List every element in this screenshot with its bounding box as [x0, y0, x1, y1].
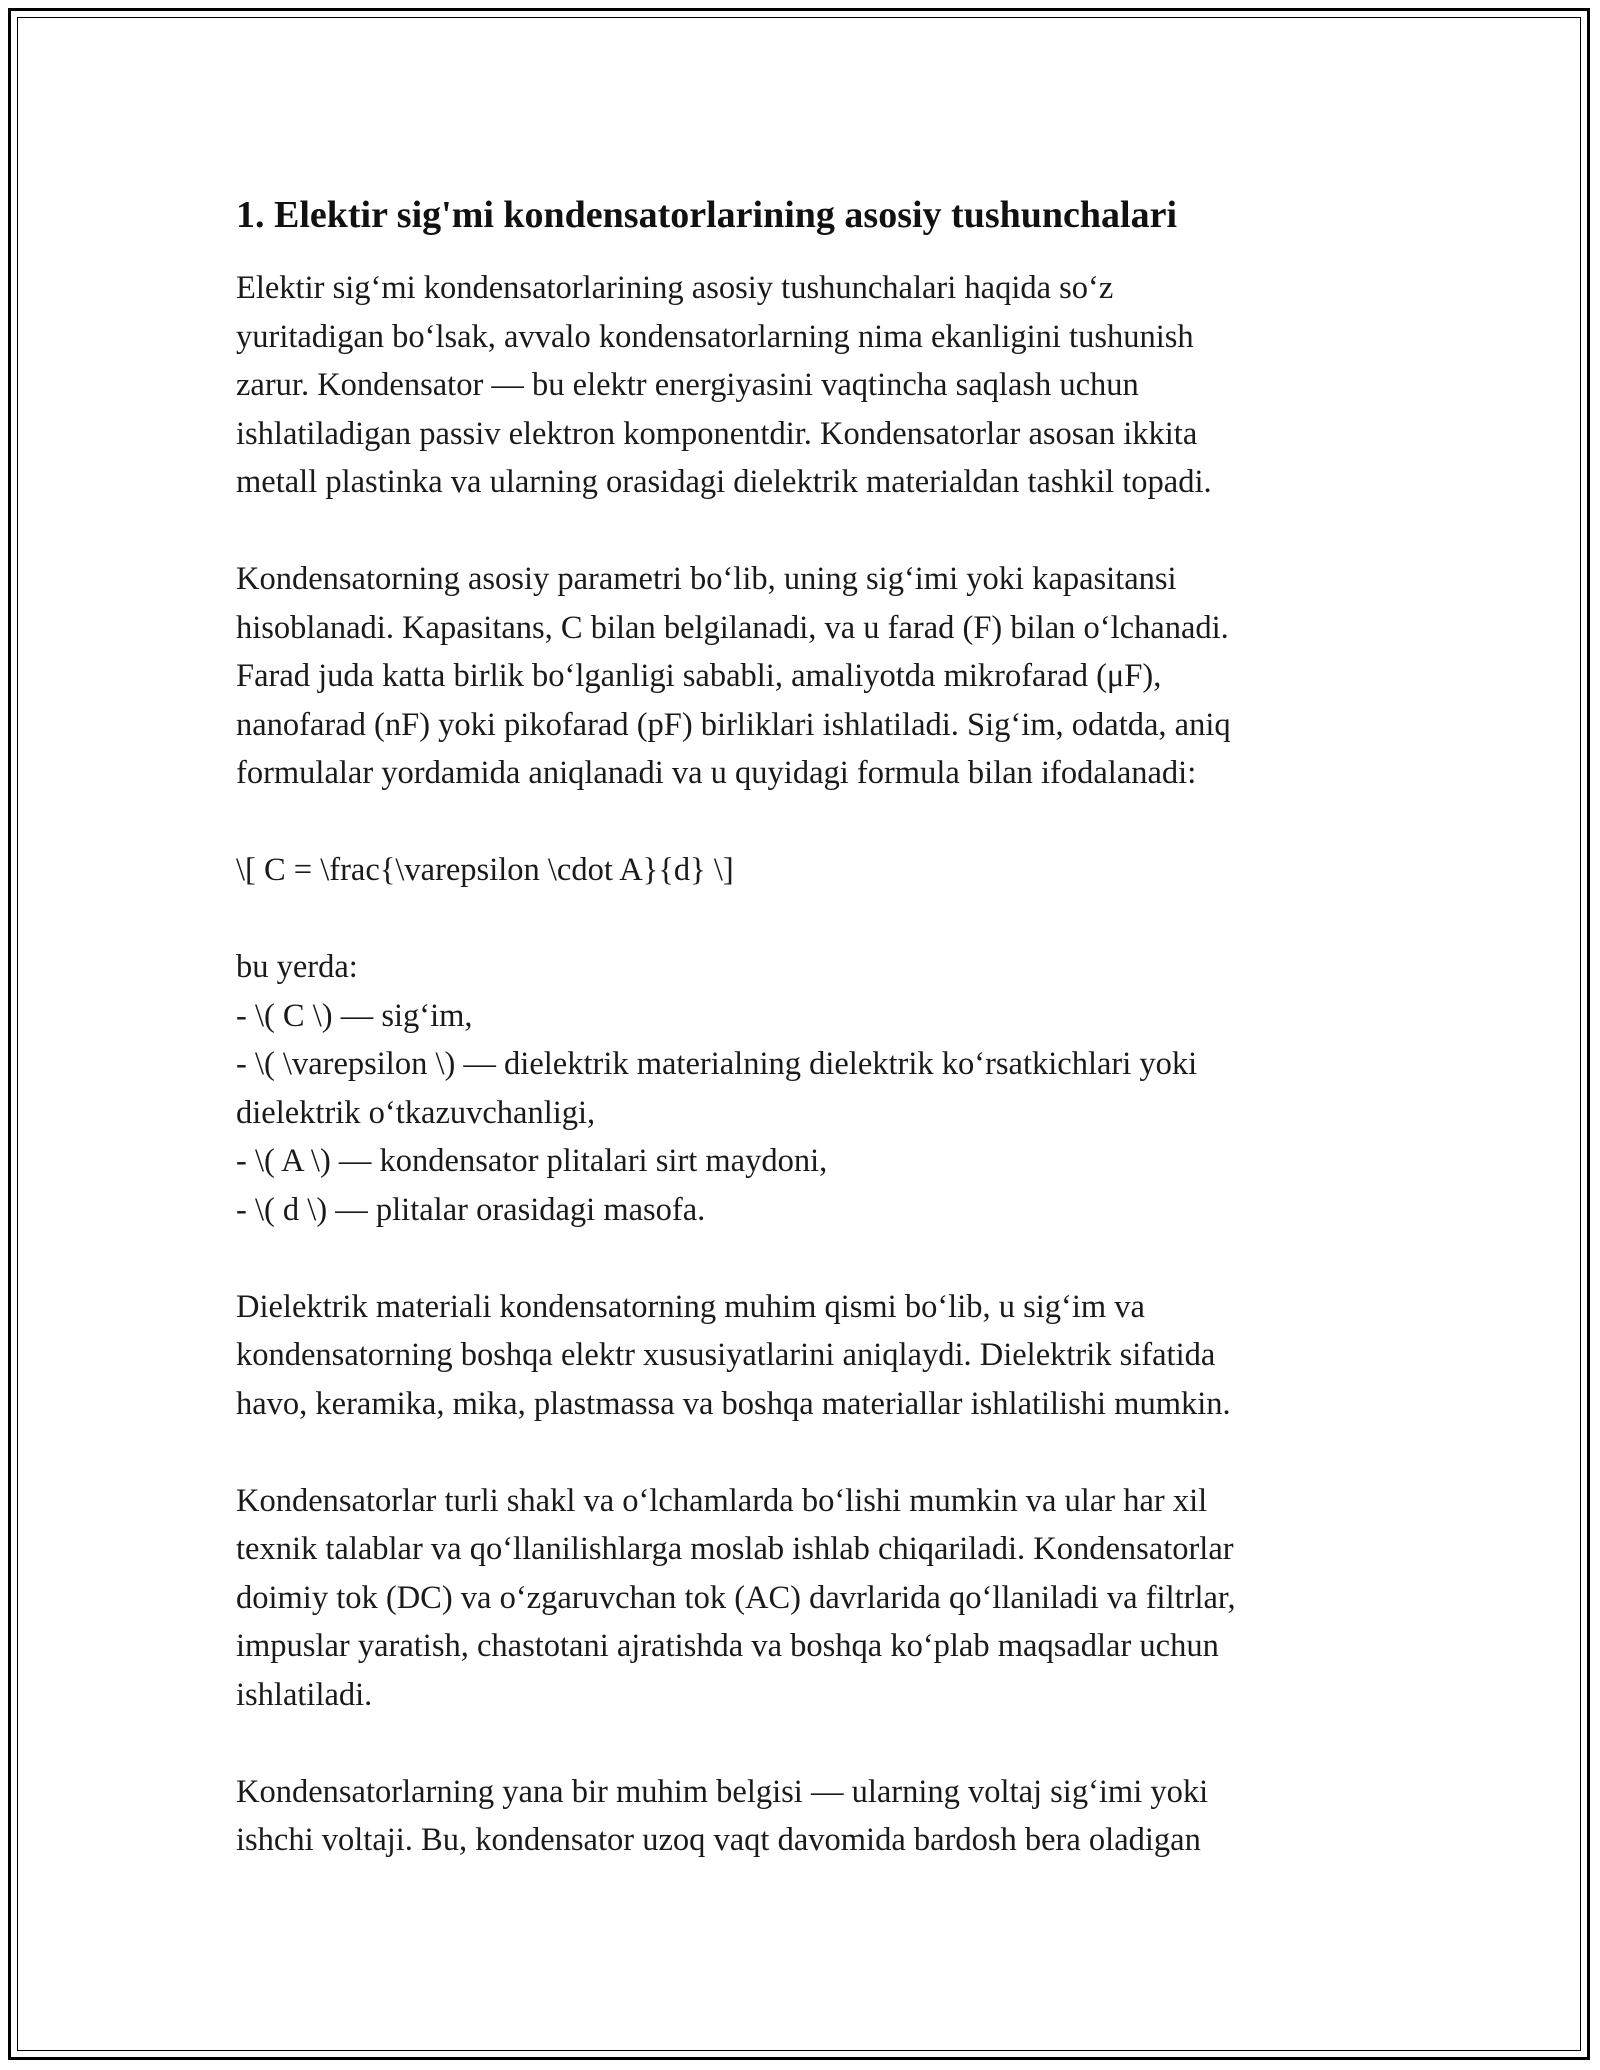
definitions-list — [236, 943, 1376, 1234]
document-content — [236, 188, 1376, 1913]
formula-text: \[ C = \frac{\varepsilon \cdot A}{d} \] — [236, 852, 734, 888]
paragraph-dielectric — [236, 1283, 1376, 1429]
text-line: nanofarad (nF) yoki pikofarad (pF) birliklari ishlatiladi. Sig‘im, odatda, aniq — [236, 706, 1231, 743]
text-line: yuritadigan bo‘lsak, avvalo kondensatorlarning nima ekanligini tushunish — [236, 318, 1194, 355]
section-heading: 1. Elektir sig'mi kondensatorlarining asosiy tushunchalari — [236, 194, 1178, 236]
text-line: Dielektrik materiali kondensatorning muhim qismi bo‘lib, u sig‘im va — [236, 1288, 1145, 1325]
text-line: Kondensatorlar turli shakl va o‘lchamlarda bo‘lishi mumkin va ular har xil — [236, 1482, 1208, 1519]
definition-line: bu yerda: — [236, 949, 358, 985]
definition-line: - \( A \) — kondensator plitalari sirt maydoni, — [236, 1143, 828, 1179]
text-line: zarur. Kondensator — bu elektr energiyasini vaqtincha saqlash uchun — [236, 367, 1139, 403]
text-line: texnik talablar va qo‘llanilishlarga moslab ishlab chiqariladi. Kondensatorlar — [236, 1531, 1234, 1567]
text-line: hisoblanadi. Kapasitans, C bilan belgilanadi, va u farad (F) bilan o‘lchanadi. — [236, 609, 1229, 646]
text-line: Kondensatorlarning yana bir muhim belgisi — ularning voltaj sig‘imi yoki — [236, 1773, 1209, 1810]
text-line: impuslar yaratish, chastotani ajratishda va boshqa ko‘plab maqsadlar uchun — [236, 1628, 1219, 1664]
text-line: ishlatiladi. — [236, 1676, 373, 1713]
definition-line: - \( C \) — sig‘im, — [236, 997, 473, 1034]
text-line: formulalar yordamida aniqlanadi va u quyidagi formula bilan ifodalanadi: — [236, 755, 1197, 791]
paragraph-voltage — [236, 1768, 1376, 1865]
text-line: kondensatorning boshqa elektr xususiyatlarini aniqlaydi. Dielektrik sifatida — [236, 1337, 1216, 1373]
paragraph-intro — [236, 264, 1376, 507]
text-line: Kondensatorning asosiy parametri bo‘lib, uning sig‘imi yoki kapasitansi — [236, 561, 1177, 597]
paragraph-types — [236, 1477, 1376, 1720]
definition-line: dielektrik o‘tkazuvchanligi, — [236, 1094, 596, 1131]
text-line: havo, keramika, mika, plastmassa va boshqa materiallar ishlatilishi mumkin. — [236, 1385, 1231, 1422]
text-line: ishlatiladigan passiv elektron komponentdir. Kondensatorlar asosan ikkita — [236, 415, 1198, 452]
text-line: Elektir sig‘mi kondensatorlarining asosiy tushunchalari haqida so‘z — [236, 270, 1114, 306]
text-line: ishchi voltaji. Bu, kondensator uzoq vaqt davomida bardosh bera oladigan — [236, 1822, 1201, 1858]
definition-line: - \( \varepsilon \) — dielektrik materialning dielektrik ko‘rsatkichlari yoki — [236, 1046, 1198, 1082]
formula-block — [236, 846, 1376, 895]
text-line: Farad juda katta birlik bo‘lganligi sababli, amaliyotda mikrofarad (μF), — [236, 658, 1162, 694]
text-line: doimiy tok (DC) va o‘zgaruvchan tok (AC) davrlarida qo‘llaniladi va filtrlar, — [236, 1579, 1236, 1616]
paragraph-capacitance — [236, 555, 1376, 798]
text-line: metall plastinka va ularning orasidagi dielektrik materialdan tashkil topadi. — [236, 464, 1212, 500]
definition-line: - \( d \) — plitalar orasidagi masofa. — [236, 1191, 706, 1228]
